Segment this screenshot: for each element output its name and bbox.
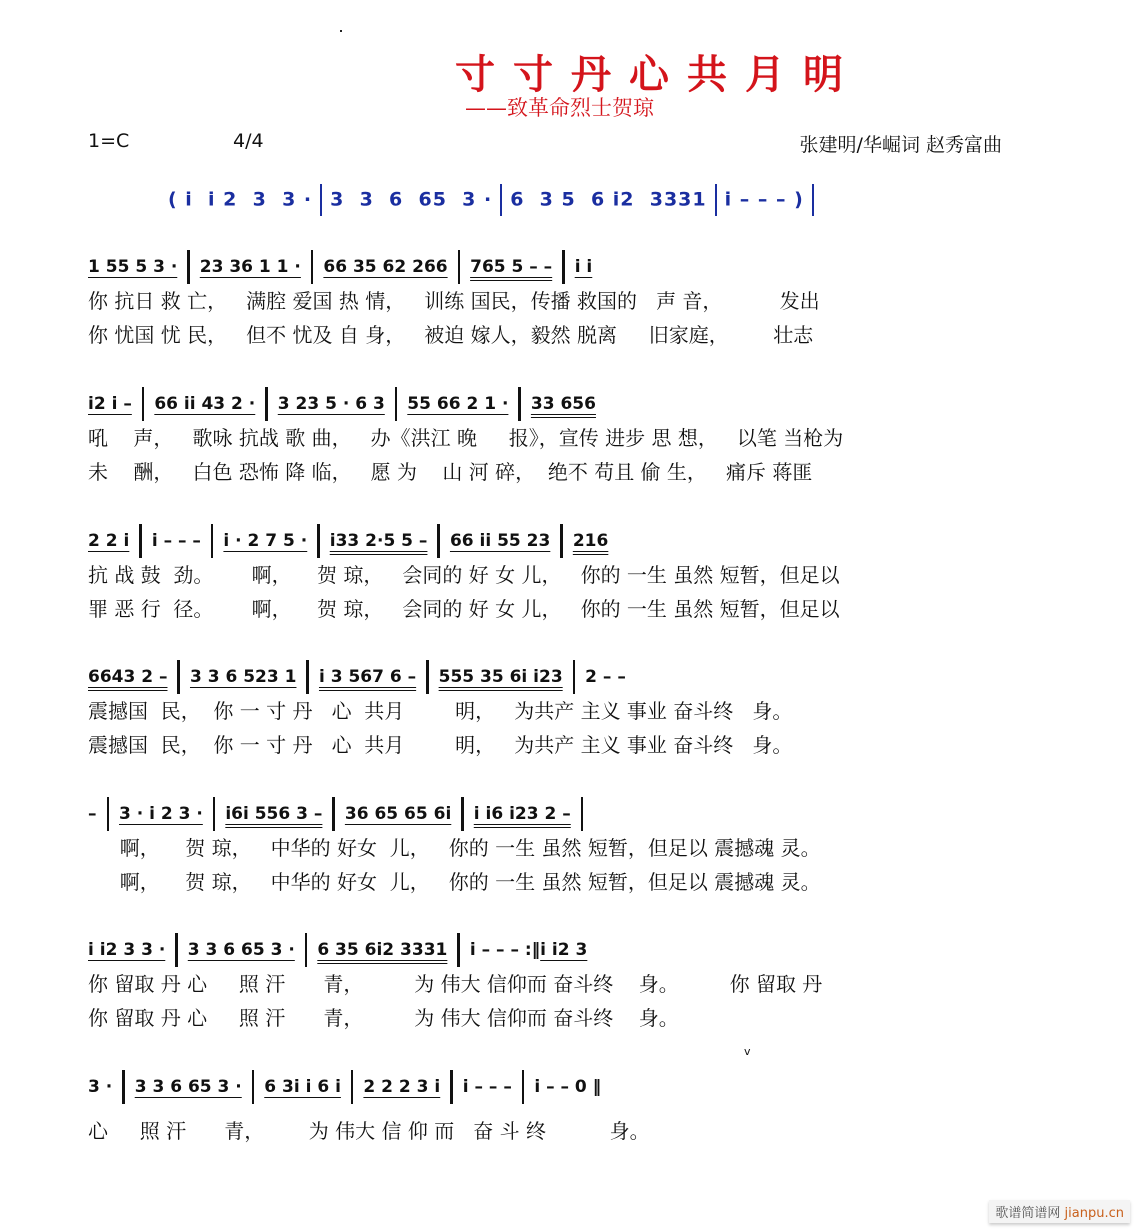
measure: i – – – :‖ (469, 940, 541, 960)
barline (518, 387, 521, 421)
measure: 216 (572, 531, 609, 551)
measure: 23 36 1 1 · (199, 257, 301, 277)
measure: 36 65 65 6i (344, 804, 452, 824)
lyric-verse-1: 心 照 汗 青， 为 伟大 信 仰 而 奋 斗 终 身。 (88, 1119, 650, 1143)
measure: 66 35 62 266 (323, 257, 448, 277)
barline (715, 184, 717, 216)
intro-measure: 3 3 6 65 3 · (330, 188, 493, 211)
measure: i – – – (151, 531, 201, 551)
measure: 66 ii 55 23 (449, 531, 551, 551)
lyric-verse-1: 啊， 贺 琼， 中华的 好女 儿， 你的 一生 虽然 短暂，但足以 震撼魂 灵。 (88, 836, 821, 860)
song-title: 寸寸丹心共月明 (455, 52, 861, 98)
watermark-domain: jianpu.cn (1064, 1206, 1124, 1221)
measure: 555 35 6i i23 (438, 667, 563, 687)
barline (139, 524, 142, 558)
key-signature: 1=C (88, 130, 130, 152)
barline (265, 387, 268, 421)
barline (461, 797, 464, 831)
lyric-verse-2: 你 忧国 忧 民， 但不 忧及 自 身， 被迫 嫁人，毅然 脱离 旧家庭， 壮志 (88, 323, 814, 347)
score-system-4 (88, 660, 1038, 762)
barline (107, 797, 110, 831)
barline (395, 387, 398, 421)
lyric-verse-2: 未 酬， 白色 恐怖 降 临， 愿 为 山 河 碎， 绝不 苟且 偷 生， 痛斥 蒋匪 (88, 460, 813, 484)
intro-measure: i – – – ) (724, 188, 804, 211)
barline (142, 387, 145, 421)
barline (573, 660, 576, 694)
barline (211, 524, 214, 558)
measure: i i2 3 (540, 940, 588, 960)
breath-mark: v (744, 1045, 751, 1058)
barline (581, 797, 584, 831)
barline (437, 524, 440, 558)
barline (252, 1070, 255, 1104)
score-system-2 (88, 387, 1038, 489)
lyric-verse-1: 吼 声， 歌咏 抗战 歌 曲， 办《洪江 晚 报》，宣传 进步 思 想， 以笔 当枪为 (88, 426, 844, 450)
measure: 3 3 6 523 1 (189, 667, 297, 687)
lyric-verse-2: 震撼国 民， 你 一 寸 丹 心 共月 明， 为共产 主义 事业 奋斗终 身。 (88, 733, 793, 757)
measure: i – – 0 ‖ (534, 1077, 602, 1097)
measure: 55 66 2 1 · (407, 394, 509, 414)
measure: i6i 556 3 – (225, 804, 323, 824)
notation-row (88, 660, 1038, 694)
lyric-verse-1: 震撼国 民， 你 一 寸 丹 心 共月 明， 为共产 主义 事业 奋斗终 身。 (88, 699, 793, 723)
measure: – (88, 804, 97, 824)
barline (332, 797, 335, 831)
watermark (989, 1200, 1130, 1223)
measure: i i2 3 3 · (88, 940, 166, 960)
measure: i 3 567 6 – (318, 667, 417, 687)
barline (311, 250, 314, 284)
measure: 1 55 5 3 · (88, 257, 178, 277)
notation-row (88, 933, 1038, 967)
score-system-3 (88, 524, 1038, 626)
measure: 3 23 5 · 6 3 (277, 394, 385, 414)
score-system-1 (88, 250, 1038, 352)
measure: 3 3 6 65 3 · (134, 1077, 242, 1097)
composer-credits: 张建明/华崛词 赵秀富曲 (799, 134, 1002, 156)
barline (500, 184, 502, 216)
stray-mark (340, 30, 342, 32)
barline (450, 1070, 453, 1104)
barline (458, 250, 461, 284)
measure: i i (574, 257, 593, 277)
barline (213, 797, 216, 831)
barline (317, 524, 320, 558)
notation-row (88, 524, 1038, 558)
lyric-verse-1: 抗 战 鼓 劲。 啊， 贺 琼， 会同的 好 女 儿， 你的 一生 虽然 短暂，但足以 (88, 563, 840, 587)
measure: 3 · i 2 3 · (119, 804, 203, 824)
barline (812, 184, 814, 216)
barline (306, 660, 309, 694)
intro-measure: 6 3 5 6 i2 3331 (510, 188, 707, 211)
measure: 6643 2 – (88, 667, 168, 687)
measure: i33 2·5 5 – (329, 531, 428, 551)
barline (351, 1070, 354, 1104)
barline (122, 1070, 125, 1104)
barline (187, 250, 190, 284)
barline (320, 184, 322, 216)
measure: 765 5 – – (470, 257, 553, 277)
measure: 3 3 6 65 3 · (187, 940, 295, 960)
measure: i2 i – (88, 394, 132, 414)
lyric-verse-1: 你 留取 丹 心 照 汗 青， 为 伟大 信仰而 奋斗终 身。 你 留取 丹 (88, 972, 823, 996)
notation-row (88, 250, 1038, 284)
measure: i – – – (462, 1077, 512, 1097)
measure: i · 2 7 5 · (223, 531, 308, 551)
barline (457, 933, 460, 967)
intro-notation (168, 184, 822, 216)
barline (522, 1070, 525, 1104)
lyric-verse-2: 啊， 贺 琼， 中华的 好女 儿， 你的 一生 虽然 短暂，但足以 震撼魂 灵。 (88, 870, 821, 894)
measure: i i6 i23 2 – (473, 804, 571, 824)
measure: 66 ii 43 2 · (154, 394, 256, 414)
score-system-6 (88, 933, 1038, 1058)
notation-row (88, 1070, 1038, 1104)
barline (560, 524, 563, 558)
score-system-5 (88, 797, 1038, 899)
time-signature: 4/4 (233, 130, 264, 152)
measure: 6 35 6i2 3331 (317, 940, 448, 960)
lyric-verse-2: 罪 恶 行 径。 啊， 贺 琼， 会同的 好 女 儿， 你的 一生 虽然 短暂，但足以 (88, 597, 840, 621)
measure: 33 656 (530, 394, 596, 414)
barline (175, 933, 178, 967)
lyric-verse-1: 你 抗日 救 亡， 满腔 爱国 热 情， 训练 国民，传播 救国的 声 音， 发出 (88, 289, 820, 313)
measure: 2 2 2 3 i (363, 1077, 441, 1097)
barline (562, 250, 565, 284)
watermark-site-name: 歌谱简谱网 (995, 1206, 1061, 1221)
measure: 2 2 i (88, 531, 130, 551)
lyric-verse-2: 你 留取 丹 心 照 汗 青， 为 伟大 信仰而 奋斗终 身。 (88, 1006, 679, 1030)
barline (177, 660, 180, 694)
measure: 3 · (88, 1077, 113, 1097)
measure: 6 3i i 6 i (264, 1077, 341, 1097)
barline (426, 660, 429, 694)
score-system-7 (88, 1070, 1038, 1148)
barline (305, 933, 308, 967)
intro-measure: ( i i 2 3 3 · (168, 188, 313, 211)
notation-row (88, 387, 1038, 421)
notation-row (88, 797, 1038, 831)
measure: 2 – – (585, 667, 626, 687)
song-subtitle: ——致革命烈士贺琼 (465, 96, 654, 120)
